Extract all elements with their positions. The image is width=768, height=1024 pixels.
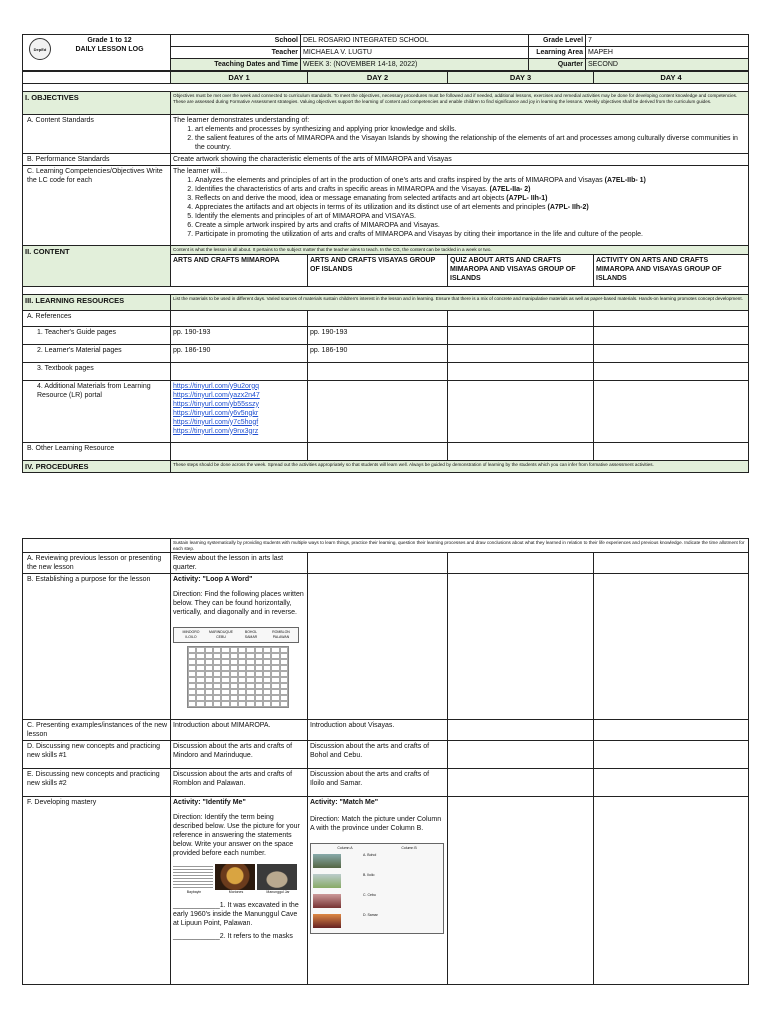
match-row [313, 871, 441, 891]
resources-note: List the materials to be used in different days. Varied sources of materials sustain children's interest in the lesson and in learning. Ensure that there is a mix of concrete and manipulative materials as well as paper-based materials. Hands-on learning promotes concept development. [171, 294, 749, 310]
competencies-label: C. Learning Competencies/Objectives Write the LC code for each [23, 166, 171, 246]
activity-title: Activity: "Identify Me" [173, 799, 246, 807]
teachers-guide-day-2: pp. 190-193 [308, 326, 448, 344]
header-table [22, 34, 749, 71]
grade-level-label: Grade Level [529, 35, 586, 47]
step-a-label: A. Reviewing previous lesson or presenting the new lesson [23, 553, 171, 574]
cell [594, 362, 749, 380]
step-c-label: C. Presenting examples/instances of the new lesson [23, 720, 171, 741]
cell [594, 380, 749, 442]
content-standard-item: 2. the salient features of the arts of MIMAROPA and the Visayan Islands by showing the relationship of the elements of art and processes among culturally diverse communities in the country. [195, 134, 746, 152]
content-day-1: ARTS AND CRAFTS MIMAROPA [171, 254, 308, 286]
word: PALAWAN [272, 635, 290, 640]
competency-item: 4. Appreciates the artifacts and art objects in terms of its utilization and its distinct use of art elements and principles (A7PL- IIh-2) [195, 203, 746, 212]
procedures-note: These steps should be done across the week. Spread out the activities appropriately so that students will learn well. Always be guided by demonstration of learning by the students which you can infer from formative assessment activities. [171, 460, 749, 472]
step-d-label: D. Discussing new concepts and practicing new skills #1 [23, 741, 171, 769]
learners-material-label: 2. Learner's Material pages [23, 344, 171, 362]
step-f-label: F. Developing mastery [23, 797, 171, 985]
cell [308, 310, 448, 326]
grid-cell [196, 701, 204, 707]
match-option: A. Bohol [363, 853, 377, 858]
cell [308, 442, 448, 460]
match-option: C. Cebu [363, 893, 376, 898]
word: SAMAR [244, 635, 258, 640]
column-b-header: Column B [401, 846, 417, 851]
cell [448, 797, 594, 985]
activity-direction: Direction: Identify the term being described below. Use the picture for your reference in answering the statements below. Write your answer on the space provided before each number. [173, 814, 300, 858]
day-1-header: DAY 1 [171, 72, 308, 84]
moriones-mask-picture [215, 864, 255, 890]
content-standards-intro: The learner demonstrates understanding of: [173, 117, 310, 124]
lesson-log-page-2 [22, 538, 748, 985]
cell [23, 539, 171, 553]
spacer-row [23, 84, 749, 92]
activity-title: Activity: "Loop A Word" [173, 576, 253, 584]
resource-link[interactable]: https://tinyurl.com/y9nx3grz [173, 427, 259, 435]
cell [594, 553, 749, 574]
textbook-label: 3. Textbook pages [23, 362, 171, 380]
grid-cell [213, 701, 221, 707]
procedures-title: IV. PROCEDURES [23, 460, 171, 472]
resource-link[interactable]: https://tinyurl.com/y6v5ngkr [173, 409, 259, 417]
content-standards-value [171, 115, 749, 154]
baybayin-picture [173, 864, 213, 890]
quarter-label: Quarter [529, 59, 586, 71]
question-2: ____________2. It refers to the masks [173, 933, 293, 941]
manunggul-jar-picture [257, 864, 297, 890]
resource-link[interactable]: https://tinyurl.com/yb55sszy [173, 400, 259, 408]
match-option: D. Samar [363, 913, 378, 918]
grid-cell [238, 701, 246, 707]
match-row [313, 891, 441, 911]
other-resource-label: B. Other Learning Resource [23, 442, 171, 460]
competency-item: 1. Analyzes the elements and principles of art in the production of one's arts and crafts inspired by the arts of MIMAROPA and Visayas (A7EL-IIb- 1) [195, 176, 746, 185]
cell [448, 326, 594, 344]
step-c-day-2: Introduction about Visayas. [308, 720, 448, 741]
additional-materials-label: 4. Additional Materials from Learning Resource (LR) portal [23, 380, 171, 442]
additional-materials-links [171, 380, 308, 442]
step-d-day-1: Discussion about the arts and crafts of Mindoro and Marinduque. [171, 741, 308, 769]
step-d-day-2: Discussion about the arts and crafts of Bohol and Cebu. [308, 741, 448, 769]
day-2-header: DAY 2 [308, 72, 448, 84]
learners-material-day-2: pp. 186-190 [308, 344, 448, 362]
content-standard-item: 1. art elements and processes by synthesizing and applying prior knowledge and skills. [195, 125, 746, 134]
step-f-day-2 [308, 797, 448, 985]
objectives-note: Objectives must be met over the week and connected to curriculum standards. To meet the objectives, necessary procedures must be followed and if needed, additional lessons, exercises and remedial activities may be done for developing content knowledge and competencies. These are assessed during Formative Assessment strategies. Valuing objectives support the learning of content and competencies and enable children to find significance and joy in learning the lessons. Weekly objectives shall be derived from the curriculum guides. [171, 92, 749, 115]
procedures-table [22, 538, 749, 985]
word: MARINDUQUE [209, 630, 233, 635]
references-label: A. References [23, 310, 171, 326]
cell [448, 553, 594, 574]
teacher-value: MICHAELA V. LUGTU [301, 47, 529, 59]
step-c-day-1: Introduction about MIMAROPA. [171, 720, 308, 741]
teacher-label: Teacher [171, 47, 301, 59]
step-b-label: B. Establishing a purpose for the lesson [23, 574, 171, 720]
picture-caption: Baybayin [186, 890, 202, 895]
cell [594, 442, 749, 460]
competencies-intro: The learner will… [173, 168, 228, 175]
cell [171, 442, 308, 460]
step-e-day-2: Discussion about the arts and crafts of Iloilo and Samar. [308, 769, 448, 797]
grid-cell [221, 701, 229, 707]
header-title-cell [23, 35, 171, 71]
competency-item: 6. Create a simple artwork inspired by arts and crafts of MIMAROPA and Visayas. [195, 221, 746, 230]
main-table [22, 71, 749, 473]
quarter-value: SECOND [586, 59, 749, 71]
performance-standards-label: B. Performance Standards [23, 154, 171, 166]
cell [448, 344, 594, 362]
word: MINDORO [182, 630, 200, 635]
word: BOHOL [244, 630, 258, 635]
match-picture [313, 874, 341, 888]
cell [448, 574, 594, 720]
grid-cell [263, 701, 271, 707]
day-4-header: DAY 4 [594, 72, 749, 84]
question-1: ____________1. It was excavated in the early 1960's inside the Manunggul Cave at Lipuun Point, Palawan. [173, 902, 299, 928]
match-table [310, 843, 444, 934]
step-a-day-1: Review about the lesson in arts last quarter. [171, 553, 308, 574]
cell [594, 574, 749, 720]
grade-range: Grade 1 to 12 [87, 37, 132, 44]
day-3-header: DAY 3 [448, 72, 594, 84]
cell [171, 310, 308, 326]
grid-cell [188, 701, 196, 707]
objectives-title: I. OBJECTIVES [23, 92, 171, 115]
content-day-4: ACTIVITY ON ARTS AND CRAFTS MIMAROPA AND VISAYAS GROUP OF ISLANDS [594, 254, 749, 286]
performance-standards-value: Create artwork showing the characteristic elements of the arts of MIMAROPA and Visayas [171, 154, 749, 166]
picture-caption: Moriones [228, 890, 244, 895]
step-e-label: E. Discussing new concepts and practicing new skills #2 [23, 769, 171, 797]
log-title: DAILY LESSON LOG [75, 46, 144, 53]
word: ILOILO [185, 635, 197, 640]
cell [171, 362, 308, 380]
grid-cell [205, 701, 213, 707]
activity-direction: Direction: Match the picture under Column A with the province under Column B. [310, 816, 442, 833]
teachers-guide-day-1: pp. 190-193 [171, 326, 308, 344]
content-standards-label: A. Content Standards [23, 115, 171, 154]
day-header-blank [23, 72, 171, 84]
cell [448, 720, 594, 741]
word: CEBU [216, 635, 226, 640]
school-value: DEL ROSARIO INTEGRATED SCHOOL [301, 35, 529, 47]
resource-link[interactable]: https://tinyurl.com/y9u2orgq [173, 382, 259, 390]
activity-direction: Direction: Find the following places written below. They can be found horizontally, vertically, and diagonally and in reverse. [173, 591, 304, 617]
word-list-box [173, 627, 299, 643]
step-f-day-1 [171, 797, 308, 985]
cell [448, 442, 594, 460]
competency-item: 7. Participate in promoting the utilization of arts and crafts of MIMAROPA and Visayas by citing their importance in the life and culture of the people. [195, 230, 746, 239]
column-a-header: Column A [337, 846, 353, 851]
cell [594, 797, 749, 985]
content-day-2: ARTS AND CRAFTS VISAYAS GROUP OF ISLANDS [308, 254, 448, 286]
teachers-guide-label: 1. Teacher's Guide pages [23, 326, 171, 344]
learning-area-label: Learning Area [529, 47, 586, 59]
cell [594, 310, 749, 326]
resource-link[interactable]: https://tinyurl.com/y7c5hogf [173, 418, 259, 426]
cell [448, 362, 594, 380]
cell [308, 380, 448, 442]
grid-cell [271, 701, 279, 707]
cell [594, 344, 749, 362]
lesson-log-page-1 [22, 34, 748, 473]
match-row [313, 911, 441, 931]
procedures-note-2: Sustain learning systematically by providing students with multiple ways to learn things, practice their learning, question their learning processes and draw conclusions about what they learned in relation to their life experiences and previous knowledge. Indicate the time allotment for each step. [171, 539, 749, 553]
cell [594, 326, 749, 344]
resource-link[interactable]: https://tinyurl.com/yazx2n47 [173, 391, 260, 399]
cell [594, 741, 749, 769]
grid-cell [280, 701, 288, 707]
match-picture [313, 914, 341, 928]
cell [308, 362, 448, 380]
match-row [313, 851, 441, 871]
match-picture [313, 894, 341, 908]
grade-level-value: 7 [586, 35, 749, 47]
picture-caption: Manunggul Jar [266, 890, 290, 895]
cell [448, 769, 594, 797]
school-label: School [171, 35, 301, 47]
grid-cell [255, 701, 263, 707]
dates-value: WEEK 3: (NOVEMBER 14-18, 2022) [301, 59, 529, 71]
step-b-day-1 [171, 574, 308, 720]
cell [594, 720, 749, 741]
competency-item: 5. Identify the elements and principles of art of MIMAROPA and VISAYAS. [195, 212, 746, 221]
picture-strip [173, 864, 301, 895]
grid-cell [230, 701, 238, 707]
spacer-row [23, 286, 749, 294]
word-search-grid [187, 646, 289, 708]
cell [448, 741, 594, 769]
resources-title: III. LEARNING RESOURCES [23, 294, 171, 310]
cell [448, 380, 594, 442]
cell [308, 553, 448, 574]
competencies-value [171, 166, 749, 246]
learners-material-day-1: pp. 186-190 [171, 344, 308, 362]
content-title: II. CONTENT [23, 246, 171, 287]
competency-item: 3. Reflects on and derive the mood, idea or message emanating from selected artifacts and art objects (A7PL- IIh-1) [195, 194, 746, 203]
cell [594, 769, 749, 797]
competency-item: 2. Identifies the characteristics of arts and crafts in specific areas in MIMAROPA and the Visayas. (A7EL-IIa- 2) [195, 185, 746, 194]
match-option: B. Iloilo [363, 873, 375, 878]
cell [308, 574, 448, 720]
learning-area-value: MAPEH [586, 47, 749, 59]
activity-title: Activity: "Match Me" [310, 799, 379, 807]
grid-cell [246, 701, 254, 707]
content-day-3: QUIZ ABOUT ARTS AND CRAFTS MIMAROPA AND VISAYAS GROUP OF ISLANDS [448, 254, 594, 286]
dates-label: Teaching Dates and Time [171, 59, 301, 71]
content-note: Content is what the lesson is all about. It pertains to the subject matter that the teacher aims to teach. In the CG, the content can be tackled in a week or two. [171, 246, 749, 255]
cell [448, 310, 594, 326]
match-picture [313, 854, 341, 868]
word: ROMBLON [272, 630, 290, 635]
deped-logo-icon: DepEd [29, 38, 51, 60]
step-e-day-1: Discussion about the arts and crafts of Romblon and Palawan. [171, 769, 308, 797]
